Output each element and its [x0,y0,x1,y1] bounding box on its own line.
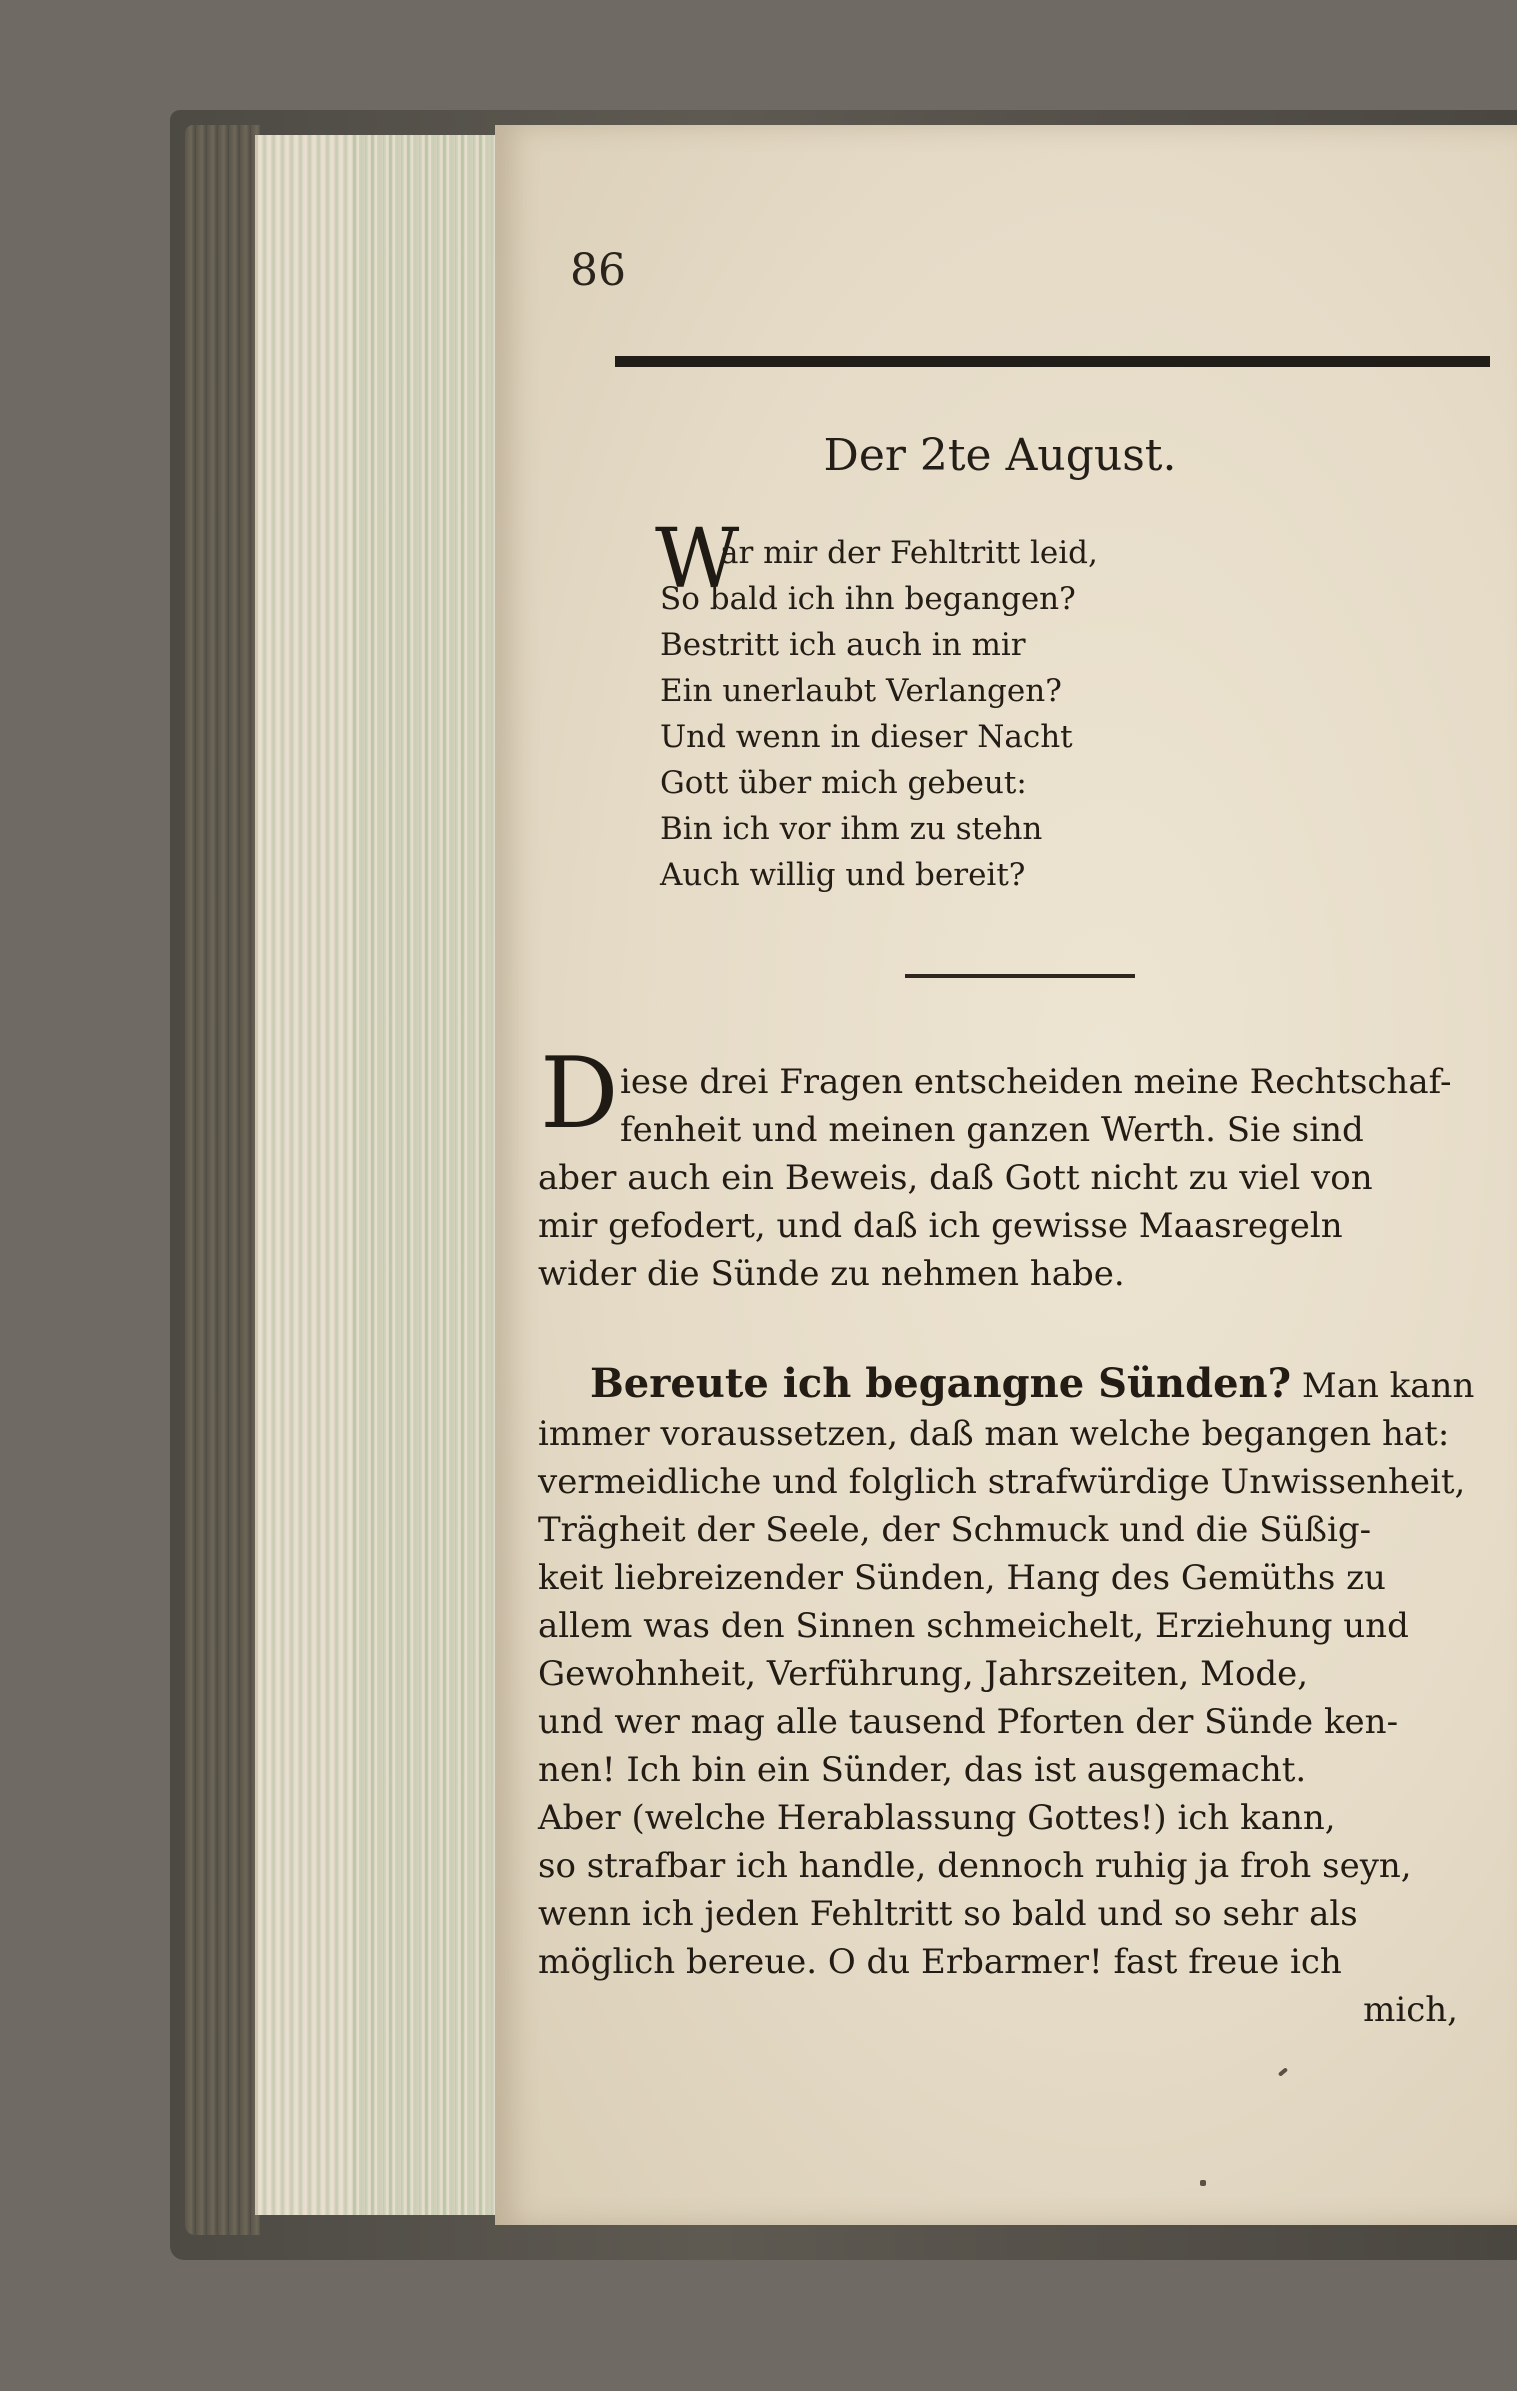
text-line: fenheit und meinen ganzen Werth. Sie sind [620,1110,1364,1150]
text-line: so strafbar ich handle, dennoch ruhig ja froh seyn, [538,1846,1412,1886]
section-divider [905,974,1135,978]
text-line: Gewohnheit, Verführung, Jahrszeiten, Mode, [538,1654,1309,1694]
book-spine-edge [185,125,260,2235]
verse-line: Gott über mich gebeut: [660,765,1027,801]
text-line: Aber (welche Herablassung Gottes!) ich kann, [538,1798,1336,1838]
verse-line: Auch willig und bereit? [660,857,1026,893]
catchword: mich, [1363,1990,1458,2030]
text-line: wider die Sünde zu nehmen habe. [538,1254,1125,1294]
section-heading: Der 2te August. [823,430,1177,481]
verse-block [660,530,1200,898]
header-rule [615,356,1490,367]
text-line: möglich bereue. O du Erbarmer! fast freue ich [538,1942,1342,1982]
verse-line: Und wenn in dieser Nacht [660,719,1073,755]
verse-line: Bestritt ich auch in mir [660,627,1026,663]
text-line: immer voraussetzen, daß man welche begangen hat: [538,1414,1450,1454]
text-line: keit liebreizender Sünden, Hang des Gemüths zu [538,1558,1386,1598]
verse-line: So bald ich ihn begangen? [660,581,1076,617]
text-line: aber auch ein Beweis, daß Gott nicht zu viel von [538,1158,1373,1198]
text-line: allem was den Sinnen schmeichelt, Erziehung und [538,1606,1409,1646]
verse-line: Ein unerlaubt Verlangen? [660,673,1062,709]
paragraph-dropcap: D [540,1037,619,1151]
page-edges [255,135,503,2215]
ink-speck [1200,2180,1206,2186]
paragraph-2 [538,1360,1478,2034]
paragraph-1 [538,1058,1478,1298]
text-line: Trägheit der Seele, der Schmuck und die Süßig- [538,1510,1372,1550]
text-line: mir gefodert, und daß ich gewisse Maasregeln [538,1206,1343,1246]
verse-line: ar mir der Fehltritt leid, [720,535,1098,571]
text-line-lead [538,1360,1478,1410]
text-line: wenn ich jeden Fehltritt so bald und so sehr als [538,1894,1358,1934]
text-line: vermeidliche und folglich strafwürdige Unwissenheit, [538,1462,1466,1502]
text-line: nen! Ich bin ein Sünder, das ist ausgemacht. [538,1750,1307,1790]
text-fragment: Man kann [1301,1366,1475,1406]
paragraph-lead: Bereute ich begangne Sünden? [590,1360,1292,1407]
text-line: und wer mag alle tausend Pforten der Sünde ken- [538,1702,1399,1742]
text-line: iese drei Fragen entscheiden meine Rechtschaf- [620,1062,1452,1102]
verse-dropcap: W [655,512,740,607]
verse-line: Bin ich vor ihm zu stehn [660,811,1043,847]
page-number: 86 [570,245,626,296]
